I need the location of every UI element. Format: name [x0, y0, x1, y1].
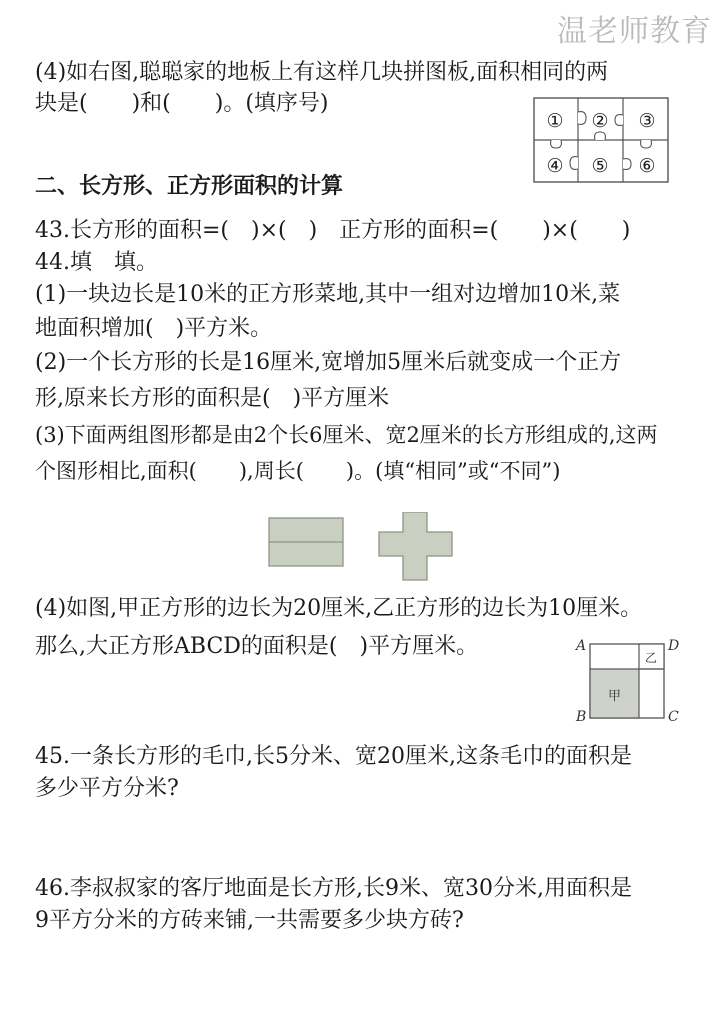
q44-p2-line-1: (2)一个长方形的长是16厘米,宽增加5厘米后就变成一个正方 [35, 350, 622, 375]
puzzle-piece-5: ⑤ [591, 155, 609, 177]
q44-p3-line-2: 个图形相比,面积( ),周长( )。(填“相同”或“不同”) [35, 459, 561, 483]
section-heading: 二、长方形、正方形面积的计算 [35, 174, 344, 199]
q46-line-1: 46.李叔叔家的客厅地面是长方形,长9米、宽30分米,用面积是 [35, 876, 632, 901]
puzzle-figure [533, 97, 669, 183]
label-a: A [576, 638, 587, 654]
label-d: D [668, 638, 680, 654]
q44-p4-line-2: 那么,大正方形ABCD的面积是( )平方厘米。 [35, 634, 479, 659]
q44-p1-line-1: (1)一块边长是10米的正方形菜地,其中一组对边增加10米,菜 [35, 282, 621, 307]
q43-text: 43.长方形的面积=( )×( ) 正方形的面积=( )×( ) [35, 218, 631, 243]
puzzle-piece-6: ⑥ [638, 155, 656, 177]
puzzle-piece-4: ④ [546, 155, 564, 177]
label-b: B [576, 709, 587, 725]
q45-line-1: 45.一条长方形的毛巾,长5分米、宽20厘米,这条毛巾的面积是 [35, 744, 632, 769]
watermark: 温老师教育 [557, 14, 712, 49]
puzzle-piece-2: ② [591, 110, 609, 132]
q4-line-2: 块是( )和( )。(填序号) [35, 91, 329, 116]
q44-p3-line-1: (3)下面两组图形都是由2个长6厘米、宽2厘米的长方形组成的,这两 [35, 423, 658, 447]
label-yi: 乙 [645, 651, 658, 665]
square-abcd-figure [570, 636, 690, 728]
puzzle-piece-1: ① [546, 110, 564, 132]
q44-title: 44.填 填。 [35, 250, 158, 275]
q44-p4-line-1: (4)如图,甲正方形的边长为20厘米,乙正方形的边长为10厘米。 [35, 596, 643, 621]
q44-p2-line-2: 形,原来长方形的面积是( )平方厘米 [35, 386, 390, 411]
cross-shape [379, 512, 452, 580]
q46-line-2: 9平方分米的方砖来铺,一共需要多少块方砖? [35, 908, 464, 933]
puzzle-piece-3: ③ [638, 110, 656, 132]
q4-line-1: (4)如右图,聪聪家的地板上有这样几块拼图板,面积相同的两 [35, 60, 609, 85]
q45-line-2: 多少平方分米? [35, 776, 179, 801]
rectangles-figure [268, 512, 468, 584]
q44-p1-line-2: 地面积增加( )平方米。 [35, 316, 273, 341]
label-c: C [668, 709, 679, 725]
label-jia: 甲 [608, 689, 622, 704]
